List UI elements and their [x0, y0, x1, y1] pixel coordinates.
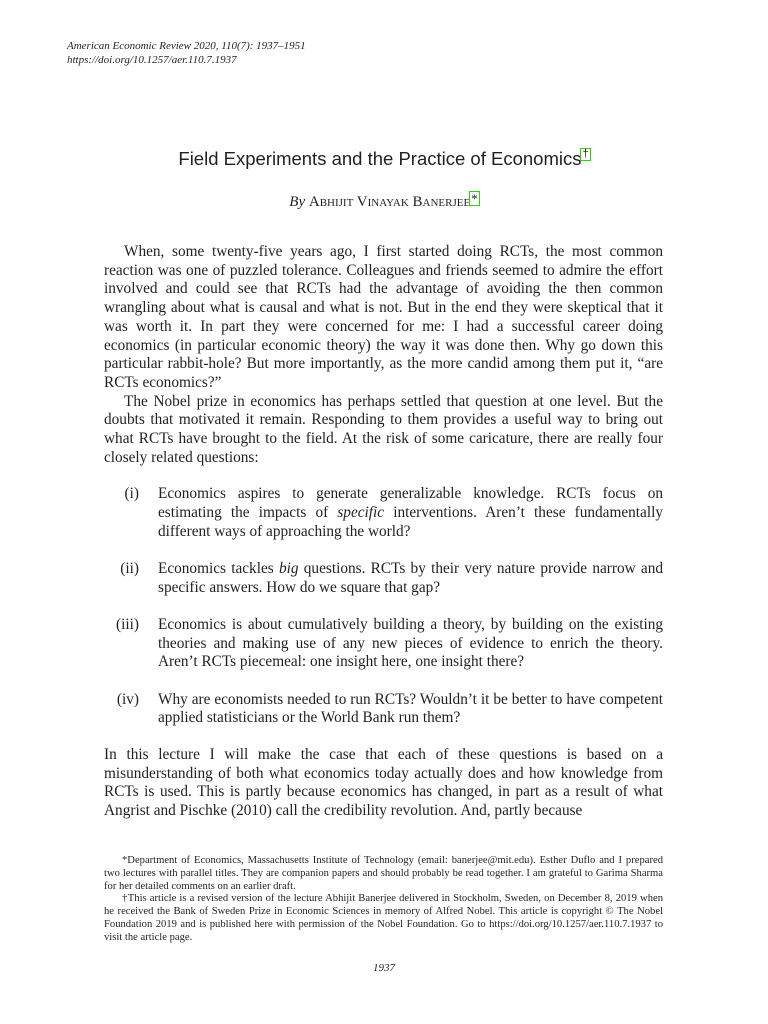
author-name: Abhijit Vinayak Banerjee — [308, 194, 471, 210]
list-item-emphasis: big — [278, 560, 299, 578]
list-item-text: interventions. Aren’t these fundamentally different ways of approaching the world? — [158, 504, 663, 540]
list-item-number: (ii) — [120, 560, 139, 578]
journal-header — [67, 39, 306, 67]
paragraph-3: In this lecture I will make the case that each of these questions is based on a misunderstanding of both what economics today actually does and how knowledge from RCTs is used. This is partly because economics has changed, in part as a result of what Angrist and Pischke (2010) call the credibility revolution. And, partly because — [104, 745, 663, 820]
paper-title — [0, 148, 768, 170]
list-item — [104, 560, 663, 597]
list-item-number: (iii) — [116, 615, 139, 633]
footnote-lecture: †This article is a revised version of the lecture Abhijit Banerjee delivered in Stockholm, Sweden, on December 8, 2019 when he received the Bank of Sweden Prize in Economic Sciences in memory of Alfred Nobel. This article is copyright © The Nobel Foundation 2019 and is published here with permission of the Nobel Foundation. Go to https://doi.org/10.1257/aer.110.7.1937 to visit the article page. — [104, 893, 663, 943]
list-item — [104, 485, 663, 541]
journal-citation: American Economic Review 2020, 110(7): 1937–1951 — [67, 40, 306, 52]
list-item-number: (i) — [124, 485, 139, 503]
footnotes — [104, 855, 663, 945]
list-item-emphasis: specific — [337, 504, 385, 522]
title-footnote-link[interactable]: † — [582, 148, 589, 160]
body-text — [104, 243, 663, 821]
list-item-text: questions. RCTs by their very nature provide narrow and specific answers. How do we square that gap? — [158, 560, 663, 596]
list-item-text: Why are economists needed to run RCTs? Wouldn’t it be better to have competent applied statisticians or the World Bank run them? — [158, 690, 663, 727]
list-item-text: Economics aspires to generate generalizable knowledge. RCTs focus on estimating the impacts of — [158, 485, 663, 522]
question-list — [104, 485, 663, 728]
list-item — [104, 691, 663, 728]
byline-by: By — [289, 194, 306, 210]
paragraph-1: When, some twenty-five years ago, I first started doing RCTs, the most common reaction was one of puzzled tolerance. Colleagues and friends seemed to admire the effort involved and could see that RCTs had the advantage of avoiding the then common wrangling about what is causal and what is not. But in the end they were skeptical that it was worth it. In part they were concerned for me: I had a successful career doing economics (in particular economic theory) the way it was done then. Why go down this particular rabbit-hole? But more importantly, as the more candid among them put it, “are RCTs economics?” — [104, 243, 663, 391]
list-item — [104, 616, 663, 672]
title-text: Field Experiments and the Practice of Economics — [178, 148, 582, 169]
doi-line: https://doi.org/10.1257/aer.110.7.1937 — [67, 54, 237, 66]
page-number: 1937 — [373, 962, 395, 974]
list-item-text: Economics tackles — [158, 560, 279, 578]
list-item-number: (iv) — [116, 690, 139, 708]
byline — [0, 192, 768, 211]
author-footnote-link[interactable]: * — [471, 191, 478, 206]
footnote-author: *Department of Economics, Massachusetts Institute of Technology (email: banerjee@mit.edu). Esther Duflo and I prepared two lectures with parallel titles. They are companion papers and should probably be read together. I am grateful to Garima Sharma for her detailed comments on an earlier draft. — [104, 855, 663, 892]
paragraph-2: The Nobel prize in economics has perhaps settled that question at one level. But the doubts that motivated it remain. Responding to them provides a useful way to bring out what RCTs have brought to the field. At the risk of some caricature, there are really four closely related questions: — [104, 392, 663, 466]
list-item-text: Economics is about cumulatively building a theory, by building on the existing theories and making use of any new pieces of evidence to enrich the theory. Aren’t RCTs piecemeal: one insight here, one insight there? — [158, 615, 663, 671]
